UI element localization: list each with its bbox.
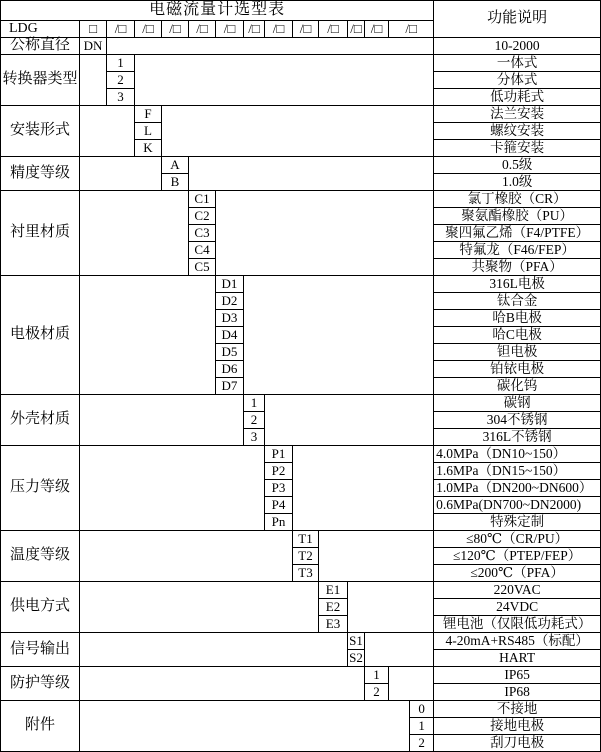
table-row bbox=[1, 55, 601, 72]
table-row bbox=[1, 276, 601, 293]
description-cell: 10-2000 bbox=[434, 38, 601, 55]
code-cell: P2 bbox=[265, 463, 293, 480]
code-cell: 1 bbox=[365, 667, 389, 684]
code-cell: P3 bbox=[265, 480, 293, 497]
code-cell: C5 bbox=[189, 259, 216, 276]
description-cell: 316L电极 bbox=[434, 276, 601, 293]
function-description-header: 功能说明 bbox=[434, 1, 601, 38]
code-cell: P4 bbox=[265, 497, 293, 514]
right-gap bbox=[216, 191, 434, 276]
description-cell: HART bbox=[434, 650, 601, 667]
table-row bbox=[1, 446, 601, 463]
code-cell: D7 bbox=[216, 378, 244, 395]
right-gap bbox=[107, 38, 434, 55]
left-gap bbox=[80, 667, 365, 701]
description-cell: 1.0级 bbox=[434, 174, 601, 191]
code-cell: S1 bbox=[349, 633, 363, 649]
description-cell: ≤200℃（PFA） bbox=[434, 565, 601, 582]
code-cell: E2 bbox=[319, 599, 348, 616]
code-slot-box: /□ bbox=[348, 21, 365, 38]
code-cell: D3 bbox=[216, 310, 244, 327]
description-cell: 聚四氟乙烯（F4/PTFE） bbox=[434, 225, 601, 242]
right-gap bbox=[189, 157, 434, 191]
description-cell: 316L不锈钢 bbox=[434, 429, 601, 446]
code-cell: D6 bbox=[216, 361, 244, 378]
code-cell: Pn bbox=[265, 514, 293, 531]
code-cell: 1 bbox=[410, 718, 434, 735]
description-cell: 1.0MPa（DN200~DN600） bbox=[434, 480, 601, 497]
code-cell: 3 bbox=[107, 89, 135, 106]
code-slot-box: /□ bbox=[244, 21, 265, 38]
code-slot-box: /□ bbox=[319, 21, 348, 38]
right-gap bbox=[293, 446, 434, 531]
category-label-4: 精度等级 bbox=[1, 157, 80, 191]
code-cell: C1 bbox=[189, 191, 216, 208]
code-cell: 2 bbox=[107, 72, 135, 89]
code-cell: A bbox=[162, 157, 189, 174]
description-cell: 氯丁橡胶（CR） bbox=[434, 191, 601, 208]
right-gap bbox=[365, 633, 434, 667]
description-cell: IP65 bbox=[434, 667, 601, 684]
left-gap bbox=[80, 531, 293, 582]
code-slot-box: /□ bbox=[389, 21, 434, 38]
right-gap bbox=[135, 55, 434, 106]
right-gap bbox=[244, 276, 434, 395]
code-cell: D4 bbox=[216, 327, 244, 344]
description-cell: 一体式 bbox=[434, 55, 601, 72]
code-cell: D5 bbox=[216, 344, 244, 361]
table-row bbox=[1, 106, 601, 123]
code-slot-box: /□ bbox=[107, 21, 135, 38]
right-gap bbox=[319, 531, 434, 582]
code-cell: T1 bbox=[293, 531, 319, 548]
description-cell: 分体式 bbox=[434, 72, 601, 89]
description-cell: 特氟龙（F46/FEP） bbox=[434, 242, 601, 259]
table-row bbox=[1, 395, 601, 412]
description-cell: 碳钢 bbox=[434, 395, 601, 412]
table-row bbox=[1, 38, 601, 55]
table-row bbox=[1, 701, 601, 718]
code-slot-box: /□ bbox=[365, 21, 389, 38]
category-label-5: 衬里材质 bbox=[1, 191, 80, 276]
description-cell: 1.6MPa（DN15~150） bbox=[434, 463, 601, 480]
code-cell: C3 bbox=[189, 225, 216, 242]
code-slot-box: /□ bbox=[135, 21, 162, 38]
description-cell: 锂电池（仅限低功耗式） bbox=[434, 616, 601, 633]
description-cell: 哈C电极 bbox=[434, 327, 601, 344]
description-cell: ≤120℃（PTEP/FEP） bbox=[434, 548, 601, 565]
table-row bbox=[1, 531, 601, 548]
table-row bbox=[1, 667, 601, 684]
description-cell: 卡箍安装 bbox=[434, 140, 601, 157]
description-cell: 碳化钨 bbox=[434, 378, 601, 395]
category-label-2: 转换器类型 bbox=[1, 55, 80, 106]
category-label-8: 压力等级 bbox=[1, 446, 80, 531]
description-cell: 法兰安装 bbox=[434, 106, 601, 123]
code-cell: 1 bbox=[244, 395, 265, 412]
code-cell: 2 bbox=[244, 412, 265, 429]
right-gap bbox=[162, 106, 434, 157]
code-cell: D2 bbox=[216, 293, 244, 310]
description-cell: 螺纹安装 bbox=[434, 123, 601, 140]
left-gap bbox=[80, 446, 265, 531]
left-gap bbox=[80, 582, 319, 633]
code-cell: 1 bbox=[107, 55, 135, 72]
category-label-12: 防护等级 bbox=[1, 667, 80, 701]
category-label-11: 信号输出 bbox=[1, 633, 80, 667]
left-gap bbox=[80, 633, 348, 667]
description-cell: 220VAC bbox=[434, 582, 601, 599]
table-title: 电磁流量计选型表 bbox=[1, 1, 434, 21]
description-cell: 聚氨酯橡胶（PU） bbox=[434, 208, 601, 225]
code-cell: P1 bbox=[265, 446, 293, 463]
code-cell: K bbox=[135, 140, 162, 157]
description-cell: 不接地 bbox=[434, 701, 601, 718]
code-cell: S2 bbox=[349, 650, 363, 666]
code-cell: C4 bbox=[189, 242, 216, 259]
left-gap bbox=[80, 395, 244, 446]
code-cell: 3 bbox=[244, 429, 265, 446]
right-gap bbox=[265, 395, 434, 446]
description-cell: 低功耗式 bbox=[434, 89, 601, 106]
category-label-1: 公称直径 bbox=[1, 38, 80, 55]
description-cell: 接地电极 bbox=[434, 718, 601, 735]
code-cell: B bbox=[162, 174, 189, 191]
code-cell: E1 bbox=[319, 582, 348, 599]
category-label-6: 电极材质 bbox=[1, 276, 80, 395]
description-cell: IP68 bbox=[434, 684, 601, 701]
description-cell: ≤80℃（CR/PU） bbox=[434, 531, 601, 548]
description-cell: 刮刀电极 bbox=[434, 735, 601, 752]
code-cell: T2 bbox=[293, 548, 319, 565]
code-cell: L bbox=[135, 123, 162, 140]
description-cell: 铂铱电极 bbox=[434, 361, 601, 378]
left-gap bbox=[80, 157, 162, 191]
left-gap bbox=[80, 191, 189, 276]
code-slot-box: /□ bbox=[293, 21, 319, 38]
code-slot-box: □ bbox=[80, 21, 107, 38]
code-cell: F bbox=[135, 106, 162, 123]
description-cell: 钽电极 bbox=[434, 344, 601, 361]
description-cell: 0.5级 bbox=[434, 157, 601, 174]
category-label-7: 外壳材质 bbox=[1, 395, 80, 446]
code-cell: E3 bbox=[319, 616, 348, 633]
description-cell: 特殊定制 bbox=[434, 514, 601, 531]
left-gap bbox=[80, 55, 107, 106]
category-label-13: 附件 bbox=[1, 701, 80, 752]
code-cell: D1 bbox=[216, 276, 244, 293]
code-slot-box: /□ bbox=[265, 21, 293, 38]
description-cell: 哈B电极 bbox=[434, 310, 601, 327]
left-gap bbox=[80, 106, 135, 157]
code-slot-box: /□ bbox=[189, 21, 216, 38]
description-cell: 4-20mA+RS485（标配） bbox=[434, 633, 601, 650]
table-row bbox=[1, 633, 601, 650]
category-label-3: 安装形式 bbox=[1, 106, 80, 157]
code-slot-box: /□ bbox=[162, 21, 189, 38]
description-cell: 4.0MPa（DN10~150） bbox=[434, 446, 601, 463]
table-row bbox=[1, 157, 601, 174]
left-gap bbox=[80, 276, 216, 395]
code-cell: C2 bbox=[189, 208, 216, 225]
description-cell: 304不锈钢 bbox=[434, 412, 601, 429]
right-gap bbox=[389, 667, 434, 701]
right-gap bbox=[348, 582, 434, 633]
description-cell: 共聚物（PFA） bbox=[434, 259, 601, 276]
category-label-9: 温度等级 bbox=[1, 531, 80, 582]
model-prefix-label: LDG bbox=[1, 21, 80, 38]
category-label-10: 供电方式 bbox=[1, 582, 80, 633]
table-row bbox=[1, 582, 601, 599]
description-cell: 0.6MPa(DN700~DN2000) bbox=[434, 497, 601, 514]
table-row bbox=[1, 191, 601, 208]
description-cell: 24VDC bbox=[434, 599, 601, 616]
code-cell: 0 bbox=[410, 701, 434, 718]
code-cell: 2 bbox=[365, 684, 389, 701]
description-cell: 钛合金 bbox=[434, 293, 601, 310]
code-slot-box: /□ bbox=[216, 21, 244, 38]
left-gap bbox=[80, 701, 410, 752]
code-cell: DN bbox=[80, 38, 107, 55]
code-cell: T3 bbox=[293, 565, 319, 582]
code-cell: 2 bbox=[410, 735, 434, 752]
